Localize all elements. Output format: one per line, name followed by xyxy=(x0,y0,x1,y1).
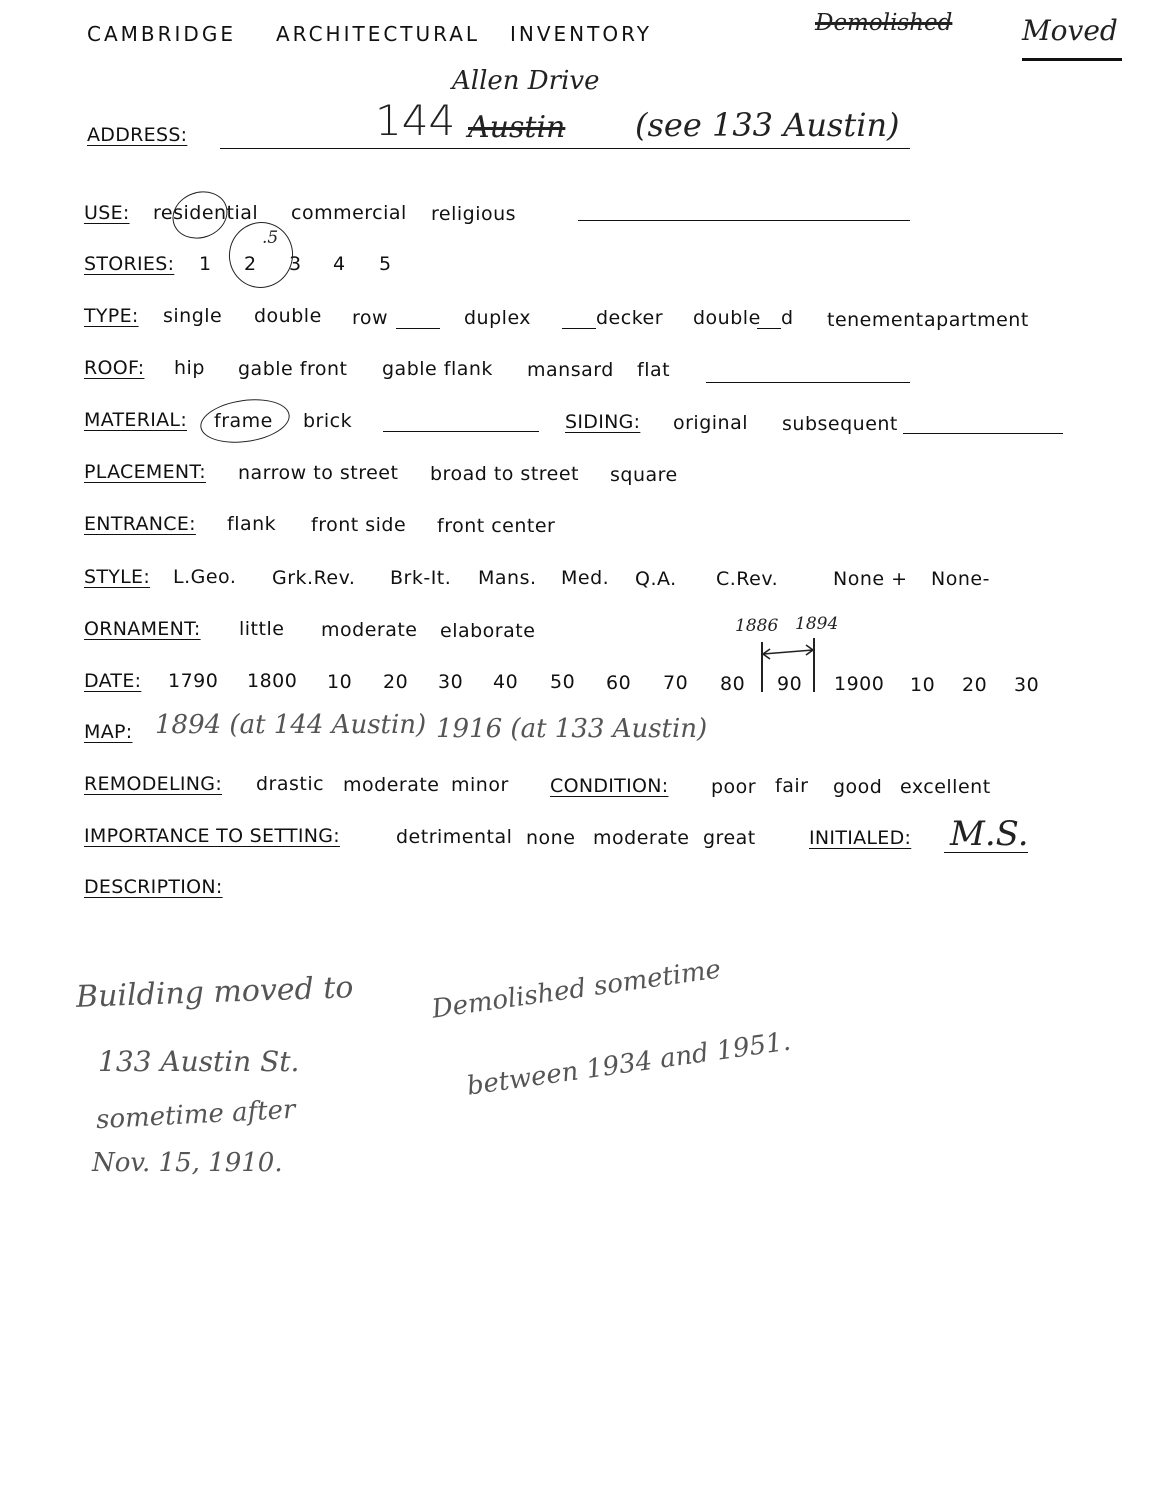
remodeling-minor: minor xyxy=(451,774,509,796)
type-decker: decker xyxy=(596,307,664,329)
use-commercial: commercial xyxy=(291,202,407,224)
placement-label: PLACEMENT: xyxy=(84,461,206,483)
entrance-label: ENTRANCE: xyxy=(84,513,196,535)
ornament-elaborate: elaborate xyxy=(440,620,536,642)
entrance-front-center: front center xyxy=(437,515,556,537)
date-1790: 1790 xyxy=(168,670,219,692)
use-residential: residential xyxy=(153,202,259,224)
address-note: (see 133 Austin) xyxy=(635,106,900,144)
siding-blank xyxy=(903,433,1063,434)
description-note-right-2: between 1934 and 1951. xyxy=(465,1026,793,1102)
condition-excellent: excellent xyxy=(900,776,991,798)
date-70: 70 xyxy=(663,672,689,694)
date-1930: 30 xyxy=(1014,674,1040,696)
status-underline xyxy=(1022,58,1122,61)
residential-circle xyxy=(166,184,234,246)
placement-square: square xyxy=(610,464,678,486)
remodeling-drastic: drastic xyxy=(256,773,325,795)
initialed-value: M.S. xyxy=(950,814,1029,854)
roof-gable-front: gable front xyxy=(238,358,348,380)
address-line xyxy=(220,148,910,149)
header-inventory: INVENTORY xyxy=(510,22,652,46)
date-20: 20 xyxy=(383,671,409,693)
condition-fair: fair xyxy=(775,775,809,797)
ornament-little: little xyxy=(239,618,285,640)
date-30: 30 xyxy=(438,671,464,693)
use-label: USE: xyxy=(84,202,130,224)
importance-detrimental: detrimental xyxy=(396,826,513,848)
stories-label: STORIES: xyxy=(84,253,175,275)
type-single: single xyxy=(163,305,223,327)
condition-label: CONDITION: xyxy=(550,775,669,797)
type-double: double xyxy=(254,305,322,327)
description-label: DESCRIPTION: xyxy=(84,876,223,898)
type-row: row xyxy=(352,307,389,329)
date-1910: 10 xyxy=(910,674,936,696)
date-range-start: 1886 xyxy=(735,616,779,636)
description-note-left-4: Nov. 15, 1910. xyxy=(92,1148,283,1178)
description-note-left-1: Building moved to xyxy=(75,970,355,1015)
material-brick: brick xyxy=(303,410,353,432)
date-90: 90 xyxy=(777,673,803,695)
description-note-right-1: Demolished sometime xyxy=(430,954,723,1025)
siding-label: SIDING: xyxy=(565,411,641,433)
type-row-blank xyxy=(396,328,440,329)
siding-original: original xyxy=(673,412,749,434)
style-grkrev: Grk.Rev. xyxy=(272,567,356,589)
roof-hip: hip xyxy=(174,357,205,379)
status-moved: Moved xyxy=(1022,14,1118,47)
stories-5: 5 xyxy=(379,253,392,275)
importance-great: great xyxy=(703,827,756,849)
type-double-d-blank xyxy=(757,328,781,329)
roof-mansard: mansard xyxy=(527,359,614,381)
style-none-plus: None + xyxy=(833,568,908,590)
stories-2: 2 xyxy=(244,253,257,275)
header-cambridge: CAMBRIDGE xyxy=(87,22,236,46)
style-mans: Mans. xyxy=(478,567,537,589)
initialed-underline xyxy=(944,852,1028,853)
ornament-moderate: moderate xyxy=(321,619,418,641)
stories-circle xyxy=(222,215,301,295)
style-med: Med. xyxy=(561,567,610,589)
map-label: MAP: xyxy=(84,721,133,743)
material-blank xyxy=(383,431,539,432)
material-frame: frame xyxy=(214,410,273,432)
type-label: TYPE: xyxy=(84,305,139,327)
style-lgeo: L.Geo. xyxy=(173,566,237,588)
type-double-d: double xyxy=(693,307,761,329)
style-none-minus: None- xyxy=(931,568,990,590)
date-50: 50 xyxy=(550,671,576,693)
date-1800: 1800 xyxy=(247,670,298,692)
importance-moderate: moderate xyxy=(593,827,690,849)
date-label: DATE: xyxy=(84,670,142,692)
date-60: 60 xyxy=(606,672,632,694)
description-note-left-3: sometime after xyxy=(95,1094,297,1136)
roof-label: ROOF: xyxy=(84,357,145,379)
type-apartment: apartment xyxy=(924,309,1029,331)
remodeling-moderate: moderate xyxy=(343,774,440,796)
style-brkit: Brk-It. xyxy=(390,567,452,589)
address-street-new: Allen Drive xyxy=(452,66,600,96)
roof-blank xyxy=(706,382,910,383)
type-duplex: duplex xyxy=(464,307,532,329)
type-decker-blank xyxy=(562,328,596,329)
header-architectural: ARCHITECTURAL xyxy=(276,22,481,46)
placement-broad: broad to street xyxy=(430,463,580,485)
date-1900: 1900 xyxy=(834,673,885,695)
description-note-left-2: 133 Austin St. xyxy=(98,1045,300,1078)
importance-label: IMPORTANCE TO SETTING: xyxy=(84,825,340,847)
date-40: 40 xyxy=(493,671,519,693)
type-d: d xyxy=(781,307,794,329)
placement-narrow: narrow to street xyxy=(238,462,399,484)
style-crev: C.Rev. xyxy=(716,568,779,590)
entrance-flank: flank xyxy=(227,513,277,535)
remodeling-label: REMODELING: xyxy=(84,773,223,795)
stories-1: 1 xyxy=(199,253,212,275)
address-number: 144 xyxy=(375,96,456,145)
roof-gable-flank: gable flank xyxy=(382,358,493,380)
condition-poor: poor xyxy=(711,776,757,798)
type-tenement: tenement xyxy=(827,309,924,331)
siding-subsequent: subsequent xyxy=(782,413,898,435)
frame-circle xyxy=(198,394,293,448)
map-entry-1916: 1916 (at 133 Austin) xyxy=(436,714,708,744)
stories-annotation: .5 xyxy=(262,228,279,248)
stories-4: 4 xyxy=(333,253,346,275)
style-label: STYLE: xyxy=(84,566,151,588)
use-blank xyxy=(578,220,910,221)
initialed-label: INITIALED: xyxy=(809,827,912,849)
date-10: 10 xyxy=(327,671,353,693)
material-label: MATERIAL: xyxy=(84,409,188,431)
importance-none: none xyxy=(526,827,576,849)
date-1920: 20 xyxy=(962,674,988,696)
style-qa: Q.A. xyxy=(635,568,677,590)
status-struck: Demolished xyxy=(815,10,953,36)
entrance-front-side: front side xyxy=(311,514,407,536)
stories-3: 3 xyxy=(289,253,302,275)
date-80: 80 xyxy=(720,673,746,695)
ornament-label: ORNAMENT: xyxy=(84,618,201,640)
address-street-struck: Austin xyxy=(468,110,566,145)
date-range-end: 1894 xyxy=(795,614,839,634)
condition-good: good xyxy=(833,776,883,798)
use-religious: religious xyxy=(431,203,517,225)
roof-flat: flat xyxy=(637,359,671,381)
address-label: ADDRESS: xyxy=(87,124,188,146)
map-entry-1894: 1894 (at 144 Austin) xyxy=(155,710,427,740)
